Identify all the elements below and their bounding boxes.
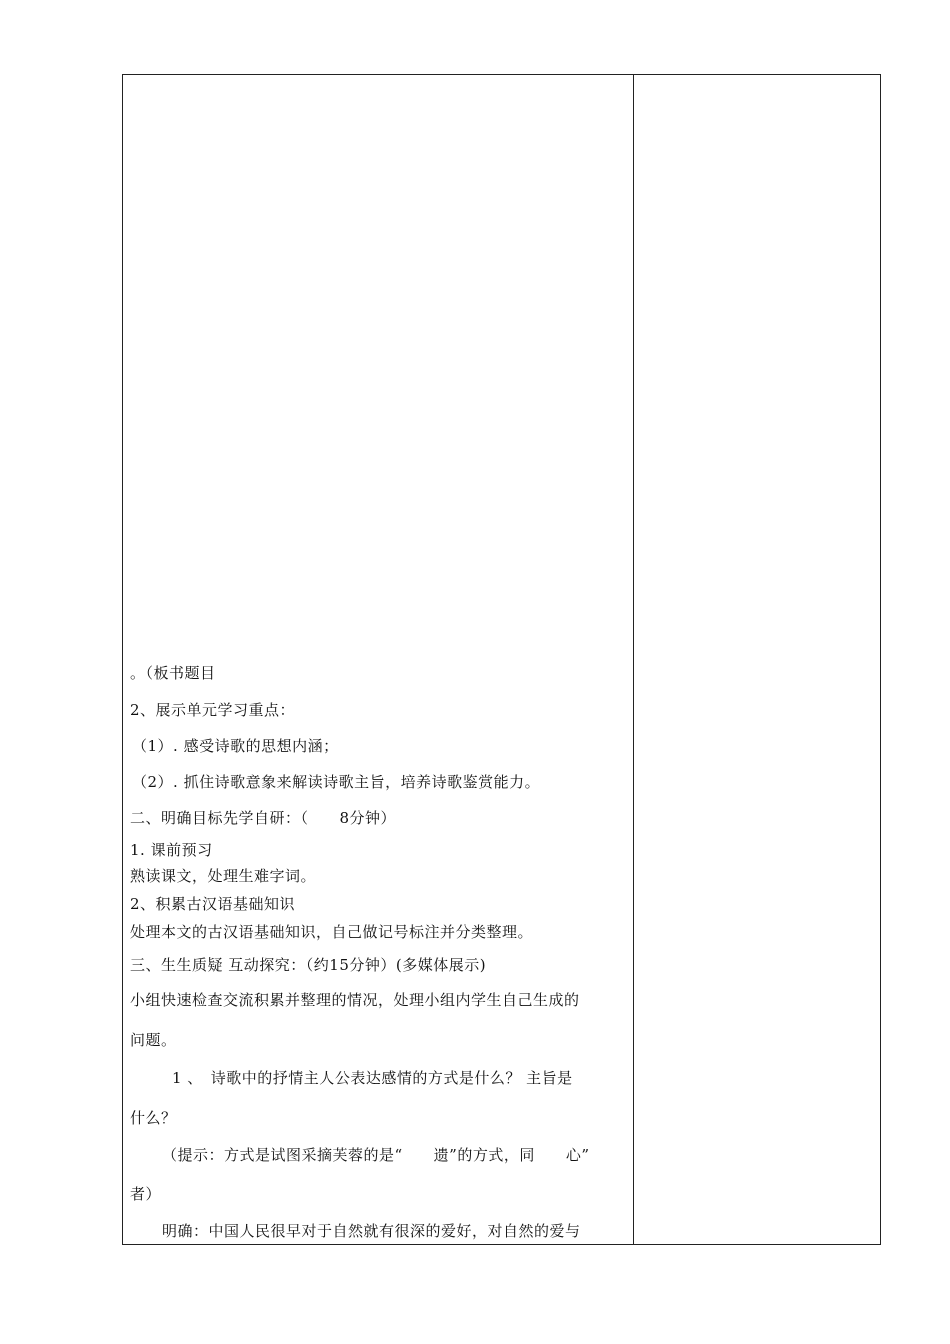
section-two-heading: 二、明确目标先学自研：（ 8分钟） [130, 809, 397, 827]
hint-text: （提示：方式是试图采摘芙蓉的是“ 遗”的方式，同 心” [162, 1146, 590, 1164]
focus-item-1: （1）. 感受诗歌的思想内涵； [132, 737, 339, 755]
question-1-cont: 什么？ [130, 1109, 177, 1127]
board-title-line: 。（板书题目 [130, 664, 216, 682]
accumulate-task: 处理本文的古汉语基础知识，自己做记号标注并分类整理。 [130, 923, 534, 941]
accumulate-heading: 2、积累古汉语基础知识 [130, 895, 296, 913]
notes-column [634, 75, 880, 1244]
hint-text-cont: 者） [130, 1185, 162, 1203]
clarification-text: 明确：中国人民很早对于自然就有很深的爱好，对自然的爱与 [162, 1222, 581, 1240]
preview-task: 熟读课文，处理生难字词。 [130, 867, 317, 885]
unit-focus-heading: 2、展示单元学习重点： [130, 701, 296, 719]
group-check-text-cont: 问题。 [130, 1031, 177, 1049]
focus-item-2: （2）. 抓住诗歌意象来解读诗歌主旨，培养诗歌鉴赏能力。 [132, 773, 541, 791]
question-1: 1 、 诗歌中的抒情主人公表达感情的方式是什么？ 主旨是 [172, 1069, 573, 1087]
group-check-text: 小组快速检查交流积累并整理的情况，处理小组内学生自己生成的 [130, 991, 580, 1009]
preview-heading: 1. 课前预习 [130, 841, 213, 859]
section-three-heading: 三、生生质疑 互动探究：（约15分钟）(多媒体展示) [130, 956, 487, 974]
